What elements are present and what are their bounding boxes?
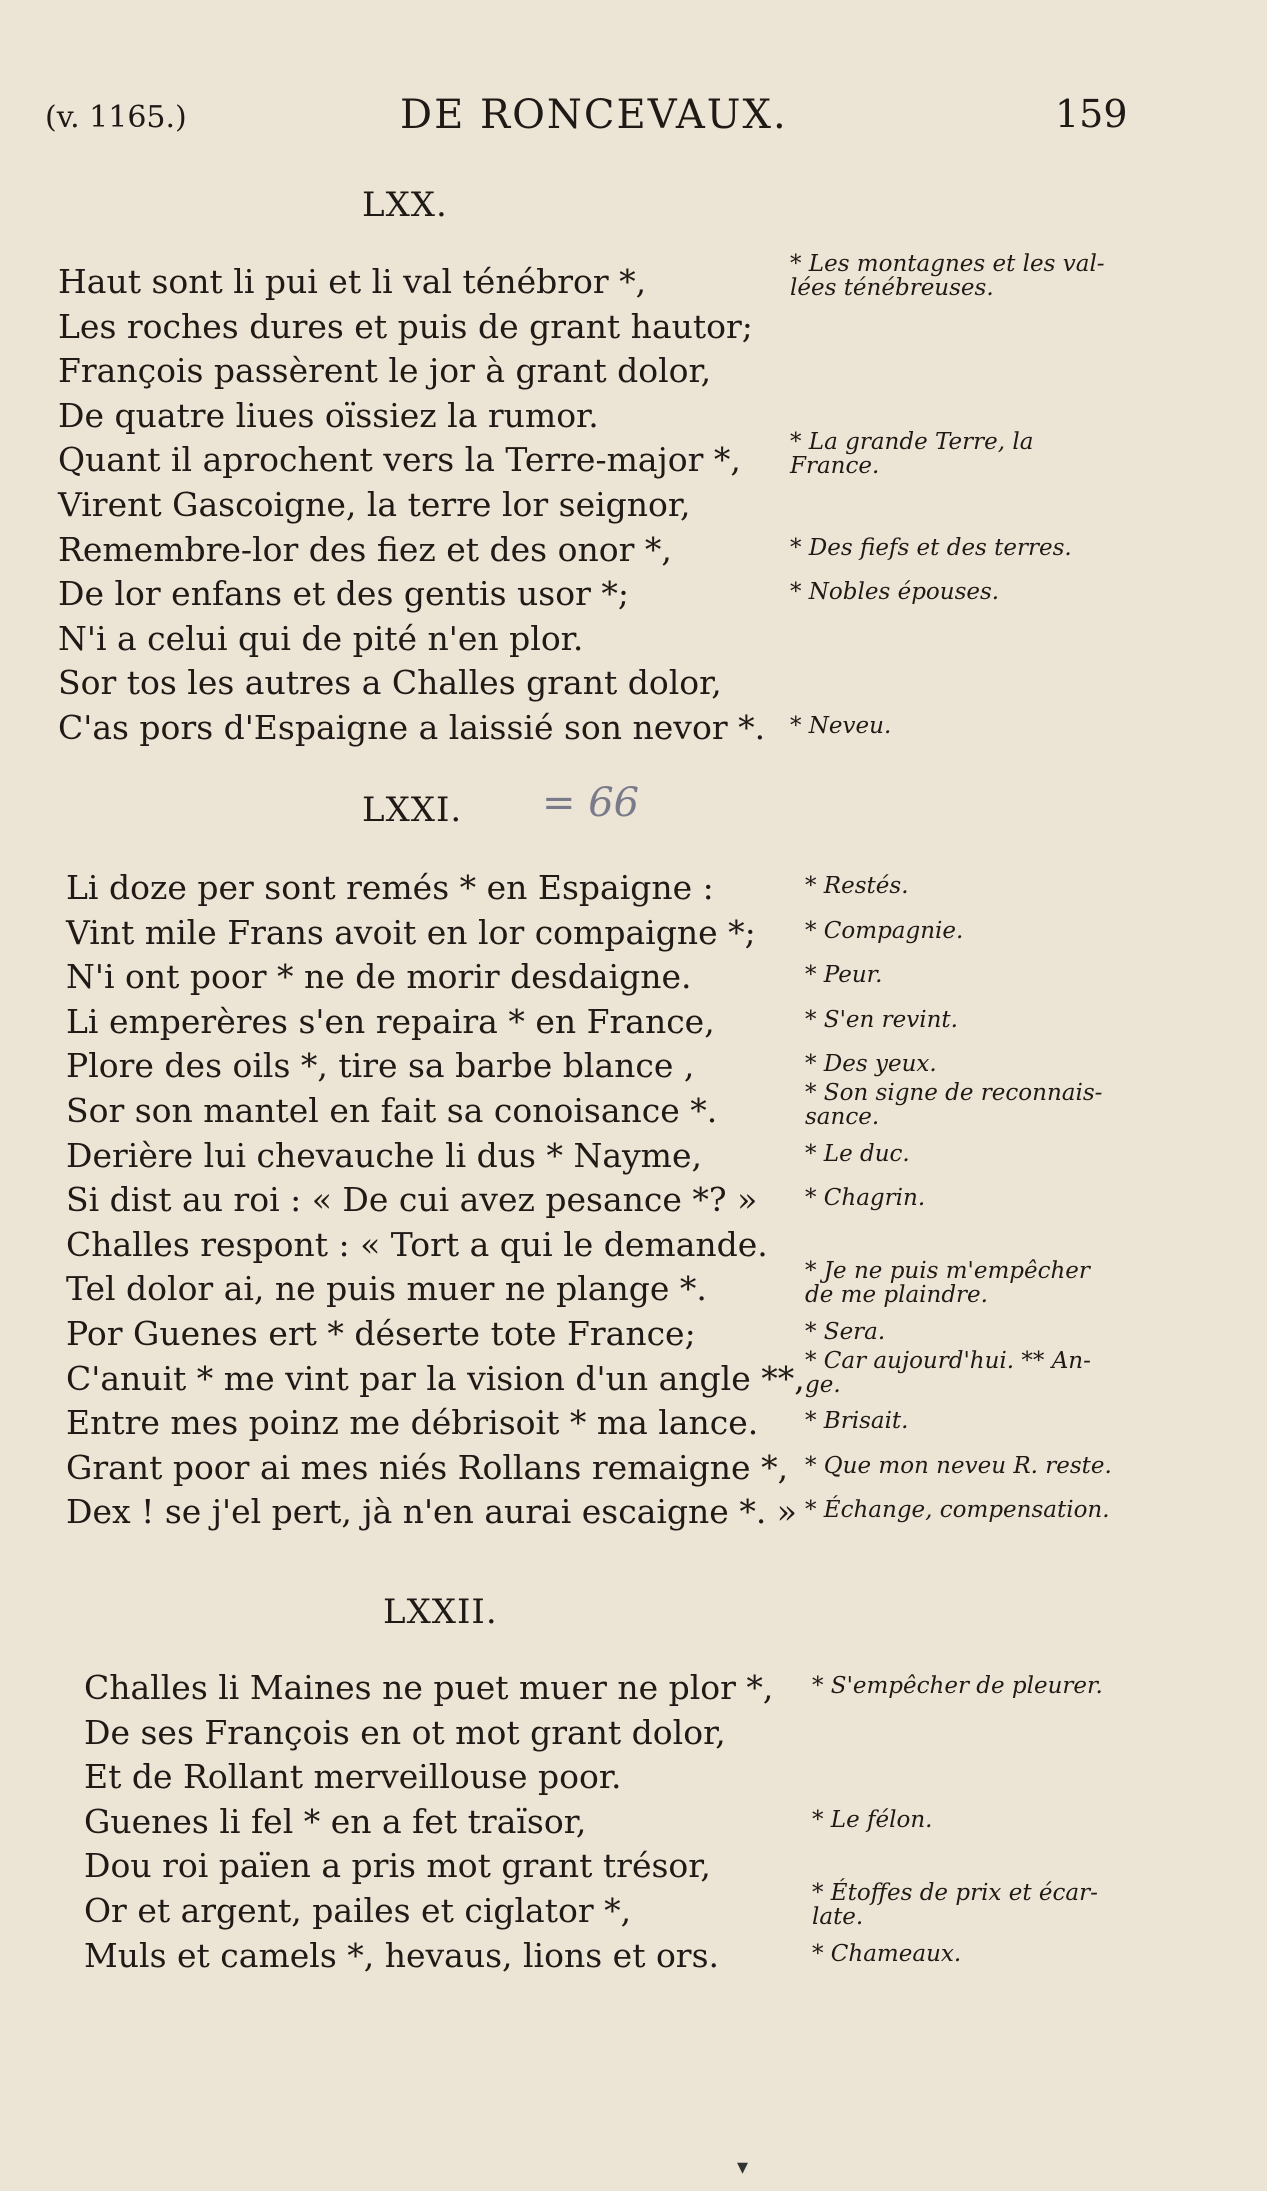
gloss-note: * Nobles épouses.: [790, 579, 1000, 606]
gloss-note: * Car aujourd'hui. ** An- ge.: [805, 1347, 1091, 1398]
gloss-note: * Brisait.: [805, 1408, 909, 1435]
gloss-note: * Des fiefs et des terres.: [790, 534, 1072, 561]
page-number: 159: [1055, 92, 1128, 136]
running-title: DE RONCEVAUX.: [400, 92, 788, 138]
verse-line: C'anuit * me vint par la vision d'un angle **,: [66, 1358, 805, 1398]
verse-line: Li emperères s'en repaira * en France,: [66, 1001, 715, 1041]
verse-line: Sor tos les autres a Challes grant dolor,: [58, 663, 722, 703]
verse-line: Remembre-lor des fiez et des onor *,: [58, 529, 672, 569]
verse-line: Muls et camels *, hevaus, lions et ors.: [84, 1935, 720, 1975]
verse-line: Dex ! se j'el pert, jà n'en aurai escaigne *. »: [66, 1492, 797, 1532]
verse-line: Sor son mantel en fait sa conoisance *.: [66, 1091, 718, 1130]
verse-line: Or et argent, pailes et ciglator *,: [84, 1891, 632, 1930]
verse-line: N'i ont poor * ne de morir desdaigne.: [66, 957, 692, 997]
gloss-note: * S'empêcher de pleurer.: [812, 1673, 1103, 1699]
gloss-note: * Peur.: [805, 962, 883, 989]
verse-line: Virent Gascoigne, la terre lor seignor,: [58, 485, 691, 524]
gloss-note: * Neveu.: [790, 713, 892, 739]
verse-line: Et de Rollant merveillouse poor.: [84, 1757, 622, 1797]
section-title: LXX.: [362, 185, 448, 225]
verse-line: Les roches dures et puis de grant hautor;: [58, 306, 753, 346]
verse-line: N'i a celui qui de pité n'en plor.: [58, 618, 584, 658]
gloss-note: * Son signe de reconnais- sance.: [805, 1080, 1103, 1130]
verse-line: Haut sont li pui et li val ténébror *,: [58, 262, 647, 301]
gloss-note: * Restés.: [805, 873, 909, 899]
gloss-note: * S'en revint.: [805, 1006, 958, 1033]
verse-line: Challes respont : « Tort a qui le demande.: [66, 1224, 768, 1264]
gloss-note: * Sera.: [805, 1319, 886, 1345]
verse-line: Li doze per sont remés * en Espaigne :: [66, 868, 714, 907]
verse-line: De lor enfans et des gentis usor *;: [58, 574, 629, 614]
verse-line: François passèrent le jor à grant dolor,: [58, 351, 712, 391]
gloss-note: * Le duc.: [805, 1140, 910, 1167]
verse-line: Vint mile Frans avoit en lor compaigne *;: [66, 912, 756, 952]
gloss-note: * Échange, compensation.: [805, 1497, 1110, 1524]
verse-reference: (v. 1165.): [45, 100, 187, 135]
gloss-note: * Les montagnes et les val- lées ténébreuses.: [790, 251, 1105, 301]
verse-line: De ses François en ot mot grant dolor,: [84, 1712, 726, 1752]
printer-mark: ▾: [737, 2155, 749, 2180]
gloss-note: * Des yeux.: [805, 1051, 937, 1078]
verse-line: Challes li Maines ne puet muer ne plor *,: [84, 1668, 774, 1707]
gloss-note: * Je ne puis m'empêcher de me plaindre.: [805, 1258, 1090, 1309]
verse-line: Por Guenes ert * déserte tote France;: [66, 1314, 696, 1353]
verse-line: Guenes li fel * en a fet traïsor,: [84, 1801, 587, 1841]
gloss-note: * Chameaux.: [812, 1940, 962, 1967]
section-title: LXXI.: [362, 790, 463, 830]
verse-line: Plore des oils *, tire sa barbe blance ,: [66, 1046, 695, 1086]
gloss-note: * Compagnie.: [805, 917, 964, 944]
verse-line: Entre mes poinz me débrisoit * ma lance.: [66, 1403, 759, 1443]
handwritten-margin-note: = 66: [542, 780, 640, 826]
verse-line: Si dist au roi : « De cui avez pesance *? »: [66, 1180, 758, 1220]
verse-line: Tel dolor ai, ne puis muer ne plange *.: [66, 1269, 707, 1309]
verse-line: Quant il aprochent vers la Terre-major *,: [58, 440, 741, 480]
gloss-note: * Que mon neveu R. reste.: [805, 1452, 1112, 1479]
running-header: [45, 92, 1145, 142]
verse-line: Dou roi païen a pris mot grant trésor,: [84, 1846, 711, 1886]
verse-line: Derière lui chevauche li dus * Nayme,: [66, 1135, 702, 1175]
verse-line: De quatre liues oïssiez la rumor.: [58, 395, 599, 435]
gloss-note: * Chagrin.: [805, 1185, 926, 1212]
verse-line: Grant poor ai mes niés Rollans remaigne *,: [66, 1447, 789, 1487]
gloss-note: * La grande Terre, la France.: [790, 429, 1034, 480]
verse-line: C'as pors d'Espaigne a laissié son nevor *.: [58, 708, 766, 747]
gloss-note: * Le félon.: [812, 1806, 933, 1833]
gloss-note: * Étoffes de prix et écar- late.: [812, 1880, 1098, 1930]
section-title: LXXII.: [383, 1592, 498, 1632]
